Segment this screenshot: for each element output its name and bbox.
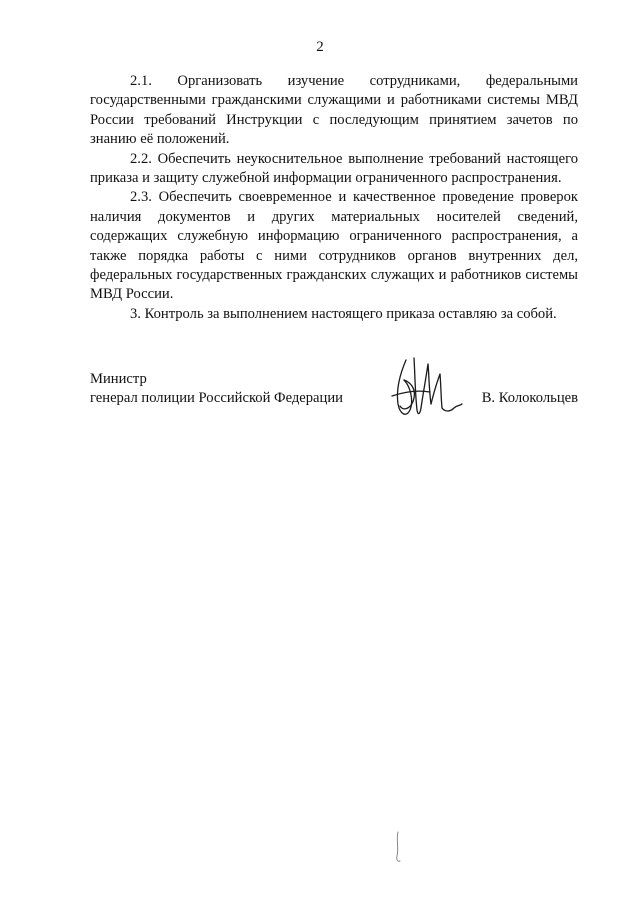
document-body [90, 72, 578, 324]
paragraph-2-1: 2.1. Организовать изучение сотрудниками, федеральными государственными гражданскими служащими и работниками системы МВД России требований Инструкции с последующим принятием зачетов по знанию её положений. [90, 73, 578, 148]
page-number: 2 [316, 39, 324, 55]
signatory-title-line-1: Министр [90, 371, 147, 387]
paragraph-3: 3. Контроль за выполнением настоящего приказа оставляю за собой. [130, 305, 557, 322]
scan-mark-icon [390, 830, 406, 864]
signatory-title-line-2: генерал полиции Российской Федерации [90, 390, 343, 406]
paragraph-2-2: 2.2. Обеспечить неукоснительное выполнение требований настоящего приказа и защиту служебной информации ограниченного распространения. [90, 150, 578, 187]
signatory-name: В. Колокольцев [481, 390, 578, 406]
paragraph-2-3: 2.3. Обеспечить своевременное и качественное проведение проверок наличия документов и других материальных носителей сведений, содержащих служебную информацию ограниченного распространения, а также порядка работы с ними сотрудников органов внутренних дел, федеральных государственных гражданских служащих и работников системы МВД России. [90, 189, 578, 303]
handwritten-signature-icon [384, 352, 466, 426]
signature-block [90, 368, 578, 428]
